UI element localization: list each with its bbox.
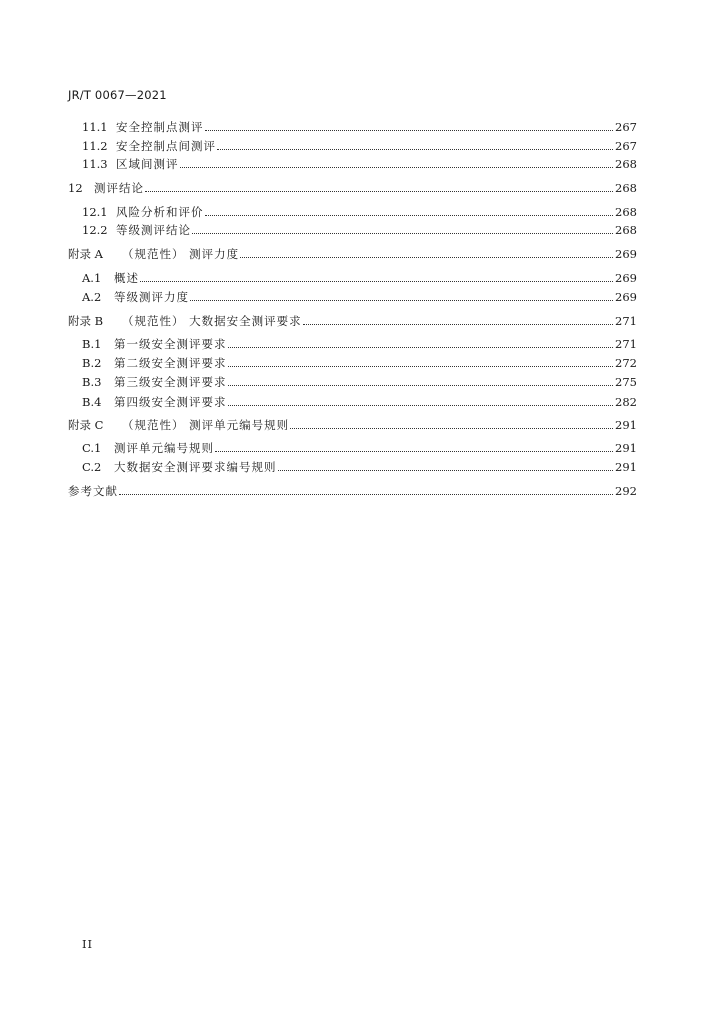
toc-entry-page: 268 — [615, 223, 637, 237]
toc-entry-a-2 — [82, 290, 637, 304]
toc-entry-number: A.1 — [82, 271, 102, 285]
toc-dot-leader — [205, 129, 614, 131]
toc-entry-page: 269 — [615, 247, 637, 261]
toc-dot-leader — [228, 365, 614, 367]
toc-entry-title: 测评单元编号规则 — [114, 441, 214, 455]
toc-entry-page: 282 — [615, 395, 637, 409]
document-id-header: JR/T 0067—2021 — [68, 88, 167, 102]
toc-entry-title: 安全控制点间测评 — [116, 139, 216, 153]
toc-entry-number: 附录 B — [68, 314, 104, 328]
toc-entry-11-3 — [82, 157, 637, 171]
toc-dot-leader — [228, 346, 614, 348]
toc-entry-number: B.4 — [82, 395, 102, 409]
toc-entry-number: 11.1 — [82, 120, 108, 134]
toc-entry-page: 271 — [615, 314, 637, 328]
toc-entry-appendix-c — [68, 418, 637, 432]
toc-dot-leader — [205, 214, 614, 216]
toc-entry-title: 参考文献 — [68, 484, 118, 498]
toc-entry-b-4 — [82, 395, 637, 409]
toc-dot-leader — [140, 280, 613, 282]
toc-entry-title: 区域间测评 — [116, 157, 179, 171]
toc-dot-leader — [278, 469, 614, 471]
toc-entry-appendix-a — [68, 247, 637, 261]
toc-dot-leader — [119, 493, 613, 495]
toc-entry-a-1 — [82, 271, 637, 285]
toc-entry-11-1 — [82, 120, 637, 134]
toc-entry-number: A.2 — [82, 290, 102, 304]
toc-entry-c-1 — [82, 441, 637, 455]
toc-entry-page: 268 — [615, 205, 637, 219]
toc-dot-leader — [217, 148, 613, 150]
toc-entry-page: 268 — [615, 181, 637, 195]
toc-dot-leader — [192, 232, 613, 234]
toc-entry-title: 第三级安全测评要求 — [114, 375, 227, 389]
toc-entry-title: （规范性） 测评单元编号规则 — [122, 418, 290, 432]
toc-entry-number: 11.2 — [82, 139, 108, 153]
toc-entry-page: 269 — [615, 290, 637, 304]
toc-entry-number: B.2 — [82, 356, 102, 370]
toc-entry-title: 第四级安全测评要求 — [114, 395, 227, 409]
toc-entry-b-2 — [82, 356, 637, 370]
toc-entry-b-1 — [82, 337, 637, 351]
toc-entry-c-2 — [82, 460, 637, 474]
toc-entry-number: 11.3 — [82, 157, 108, 171]
toc-dot-leader — [180, 166, 614, 168]
toc-entry-page: 292 — [615, 484, 637, 498]
toc-entry-title: （规范性） 大数据安全测评要求 — [122, 314, 302, 328]
toc-entry-page: 272 — [615, 356, 637, 370]
page-number: II — [82, 937, 94, 951]
toc-entry-11-2 — [82, 139, 637, 153]
toc-dot-leader — [240, 256, 613, 258]
toc-entry-title: 等级测评力度 — [114, 290, 189, 304]
toc-entry-page: 275 — [615, 375, 637, 389]
toc-entry-number: C.1 — [82, 441, 102, 455]
toc-entry-page: 267 — [615, 139, 637, 153]
toc-entry-number: B.3 — [82, 375, 102, 389]
toc-entry-title: 安全控制点测评 — [116, 120, 204, 134]
toc-entry-page: 291 — [615, 418, 637, 432]
toc-entry-page: 291 — [615, 460, 637, 474]
toc-entry-title: 等级测评结论 — [116, 223, 191, 237]
toc-dot-leader — [190, 299, 613, 301]
toc-entry-page: 268 — [615, 157, 637, 171]
toc-entry-page: 291 — [615, 441, 637, 455]
toc-entry-title: 第二级安全测评要求 — [114, 356, 227, 370]
toc-dot-leader — [228, 384, 614, 386]
toc-entry-12-1 — [82, 205, 637, 219]
toc-entry-page: 271 — [615, 337, 637, 351]
toc-entry-title: 风险分析和评价 — [116, 205, 204, 219]
toc-entry-page: 269 — [615, 271, 637, 285]
toc-entry-number: 附录 C — [68, 418, 104, 432]
toc-entry-page: 267 — [615, 120, 637, 134]
toc-entry-title: 大数据安全测评要求编号规则 — [114, 460, 277, 474]
toc-entry-number: 12.2 — [82, 223, 108, 237]
toc-dot-leader — [228, 404, 614, 406]
toc-dot-leader — [303, 323, 613, 325]
toc-entry-number: C.2 — [82, 460, 102, 474]
toc-entry-title: 概述 — [114, 271, 139, 285]
toc-entry-number: 附录 A — [68, 247, 103, 261]
toc-entry-number: 12 — [68, 181, 83, 195]
toc-entry-title: 第一级安全测评要求 — [114, 337, 227, 351]
toc-dot-leader — [145, 190, 613, 192]
toc-entry-title: （规范性） 测评力度 — [122, 247, 240, 261]
toc-entry-appendix-b — [68, 314, 637, 328]
toc-entry-title: 测评结论 — [94, 181, 144, 195]
toc-entry-b-3 — [82, 375, 637, 389]
toc-entry-references — [68, 484, 637, 498]
toc-dot-leader — [290, 427, 613, 429]
toc-entry-12 — [68, 181, 637, 195]
toc-dot-leader — [215, 450, 613, 452]
toc-entry-number: 12.1 — [82, 205, 108, 219]
toc-entry-12-2 — [82, 223, 637, 237]
toc-entry-number: B.1 — [82, 337, 102, 351]
